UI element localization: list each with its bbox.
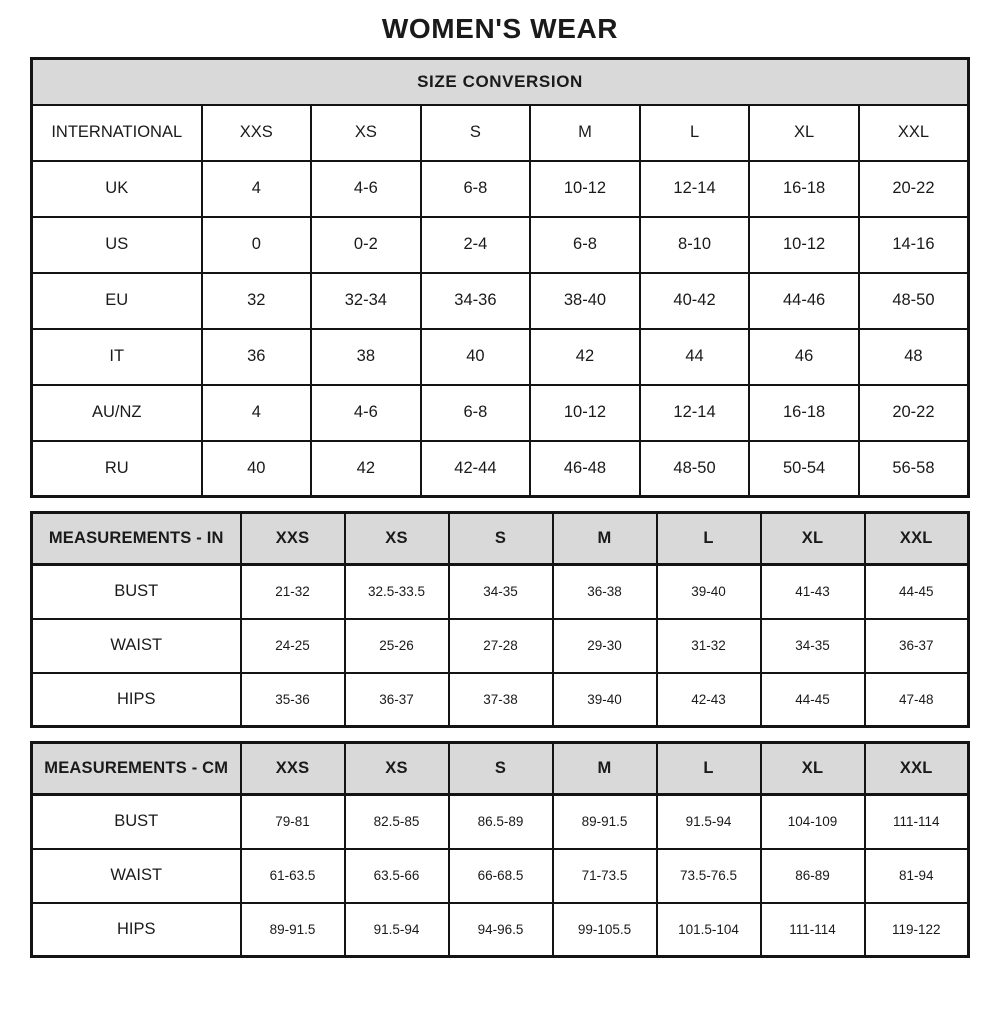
value-cell: 46 <box>749 329 859 385</box>
column-header-row <box>32 513 969 565</box>
table-row <box>32 329 969 385</box>
value-cell: 44-45 <box>865 565 969 619</box>
value-cell: 34-35 <box>449 565 553 619</box>
size-column-header: XL <box>749 105 859 161</box>
size-column-header: XXL <box>865 513 969 565</box>
row-label-cell: BUST <box>32 565 241 619</box>
value-cell: 89-91.5 <box>553 795 657 849</box>
row-label-cell: HIPS <box>32 673 241 727</box>
value-cell: 104-109 <box>761 795 865 849</box>
size-column-header: XXL <box>859 105 969 161</box>
value-cell: 36-38 <box>553 565 657 619</box>
value-cell: 91.5-94 <box>657 795 761 849</box>
value-cell: 6-8 <box>421 161 531 217</box>
value-cell: 38 <box>311 329 421 385</box>
value-cell: 10-12 <box>530 161 640 217</box>
table-row <box>32 565 969 619</box>
value-cell: 63.5-66 <box>345 849 449 903</box>
size-conversion-table <box>30 57 970 498</box>
value-cell: 79-81 <box>241 795 345 849</box>
table-row <box>32 385 969 441</box>
value-cell: 36-37 <box>345 673 449 727</box>
value-cell: 39-40 <box>553 673 657 727</box>
value-cell: 86.5-89 <box>449 795 553 849</box>
value-cell: 36-37 <box>865 619 969 673</box>
measurements-cm-table <box>30 741 970 958</box>
value-cell: 42-44 <box>421 441 531 497</box>
value-cell: 32-34 <box>311 273 421 329</box>
value-cell: 61-63.5 <box>241 849 345 903</box>
value-cell: 91.5-94 <box>345 903 449 957</box>
value-cell: 35-36 <box>241 673 345 727</box>
table-row <box>32 217 969 273</box>
value-cell: 42 <box>530 329 640 385</box>
measurements-in-table <box>30 511 970 728</box>
size-column-header: XXL <box>865 743 969 795</box>
value-cell: 0-2 <box>311 217 421 273</box>
size-column-header: M <box>553 743 657 795</box>
value-cell: 41-43 <box>761 565 865 619</box>
value-cell: 4 <box>202 161 312 217</box>
row-label-cell: BUST <box>32 795 241 849</box>
table-row <box>32 273 969 329</box>
table-row <box>32 161 969 217</box>
value-cell: 12-14 <box>640 161 750 217</box>
value-cell: 94-96.5 <box>449 903 553 957</box>
value-cell: 16-18 <box>749 385 859 441</box>
value-cell: 42-43 <box>657 673 761 727</box>
value-cell: 38-40 <box>530 273 640 329</box>
table-row <box>32 441 969 497</box>
value-cell: 40-42 <box>640 273 750 329</box>
size-column-header: XXS <box>241 513 345 565</box>
value-cell: 24-25 <box>241 619 345 673</box>
value-cell: 40 <box>202 441 312 497</box>
size-column-header: L <box>657 513 761 565</box>
value-cell: 44-46 <box>749 273 859 329</box>
size-column-header: XS <box>345 513 449 565</box>
row-header-label: INTERNATIONAL <box>32 105 202 161</box>
value-cell: 16-18 <box>749 161 859 217</box>
row-label-cell: HIPS <box>32 903 241 957</box>
column-header-row <box>32 105 969 161</box>
value-cell: 12-14 <box>640 385 750 441</box>
row-label-cell: WAIST <box>32 849 241 903</box>
size-column-header: M <box>530 105 640 161</box>
row-label-cell: AU/NZ <box>32 385 202 441</box>
value-cell: 73.5-76.5 <box>657 849 761 903</box>
value-cell: 14-16 <box>859 217 969 273</box>
size-column-header: XL <box>761 513 865 565</box>
table-row <box>32 795 969 849</box>
row-label-cell: US <box>32 217 202 273</box>
size-column-header: XS <box>311 105 421 161</box>
measurements-in-body <box>32 565 969 727</box>
value-cell: 21-32 <box>241 565 345 619</box>
size-column-header: L <box>640 105 750 161</box>
table-row <box>32 619 969 673</box>
value-cell: 101.5-104 <box>657 903 761 957</box>
table-title-cell: MEASUREMENTS - IN <box>32 513 241 565</box>
value-cell: 34-36 <box>421 273 531 329</box>
row-label-cell: WAIST <box>32 619 241 673</box>
size-column-header: XS <box>345 743 449 795</box>
value-cell: 119-122 <box>865 903 969 957</box>
value-cell: 36 <box>202 329 312 385</box>
value-cell: 10-12 <box>749 217 859 273</box>
value-cell: 111-114 <box>865 795 969 849</box>
value-cell: 34-35 <box>761 619 865 673</box>
value-cell: 66-68.5 <box>449 849 553 903</box>
value-cell: 42 <box>311 441 421 497</box>
value-cell: 25-26 <box>345 619 449 673</box>
value-cell: 2-4 <box>421 217 531 273</box>
value-cell: 4-6 <box>311 161 421 217</box>
row-label-cell: EU <box>32 273 202 329</box>
value-cell: 48-50 <box>859 273 969 329</box>
size-chart-page <box>30 14 970 958</box>
value-cell: 46-48 <box>530 441 640 497</box>
value-cell: 6-8 <box>530 217 640 273</box>
value-cell: 20-22 <box>859 385 969 441</box>
value-cell: 6-8 <box>421 385 531 441</box>
value-cell: 82.5-85 <box>345 795 449 849</box>
table-banner-row <box>32 59 969 105</box>
row-label-cell: IT <box>32 329 202 385</box>
value-cell: 56-58 <box>859 441 969 497</box>
size-column-header: S <box>449 513 553 565</box>
size-column-header: XXS <box>241 743 345 795</box>
value-cell: 50-54 <box>749 441 859 497</box>
value-cell: 44-45 <box>761 673 865 727</box>
value-cell: 4-6 <box>311 385 421 441</box>
value-cell: 48-50 <box>640 441 750 497</box>
value-cell: 8-10 <box>640 217 750 273</box>
value-cell: 89-91.5 <box>241 903 345 957</box>
table-row <box>32 673 969 727</box>
table-title-cell: MEASUREMENTS - CM <box>32 743 241 795</box>
value-cell: 99-105.5 <box>553 903 657 957</box>
size-column-header: S <box>449 743 553 795</box>
value-cell: 40 <box>421 329 531 385</box>
size-column-header: XL <box>761 743 865 795</box>
value-cell: 20-22 <box>859 161 969 217</box>
value-cell: 10-12 <box>530 385 640 441</box>
size-column-header: S <box>421 105 531 161</box>
size-column-header: XXS <box>202 105 312 161</box>
value-cell: 31-32 <box>657 619 761 673</box>
value-cell: 86-89 <box>761 849 865 903</box>
table-row <box>32 849 969 903</box>
value-cell: 47-48 <box>865 673 969 727</box>
value-cell: 71-73.5 <box>553 849 657 903</box>
value-cell: 29-30 <box>553 619 657 673</box>
row-label-cell: UK <box>32 161 202 217</box>
value-cell: 48 <box>859 329 969 385</box>
value-cell: 44 <box>640 329 750 385</box>
value-cell: 37-38 <box>449 673 553 727</box>
size-column-header: M <box>553 513 657 565</box>
measurements-cm-body <box>32 795 969 957</box>
value-cell: 111-114 <box>761 903 865 957</box>
row-label-cell: RU <box>32 441 202 497</box>
value-cell: 27-28 <box>449 619 553 673</box>
size-conversion-header: SIZE CONVERSION <box>32 59 969 105</box>
value-cell: 32 <box>202 273 312 329</box>
page-title: WOMEN'S WEAR <box>381 13 619 44</box>
column-header-row <box>32 743 969 795</box>
value-cell: 4 <box>202 385 312 441</box>
value-cell: 32.5-33.5 <box>345 565 449 619</box>
size-conversion-body <box>32 161 969 497</box>
size-column-header: L <box>657 743 761 795</box>
table-row <box>32 903 969 957</box>
value-cell: 0 <box>202 217 312 273</box>
value-cell: 81-94 <box>865 849 969 903</box>
value-cell: 39-40 <box>657 565 761 619</box>
